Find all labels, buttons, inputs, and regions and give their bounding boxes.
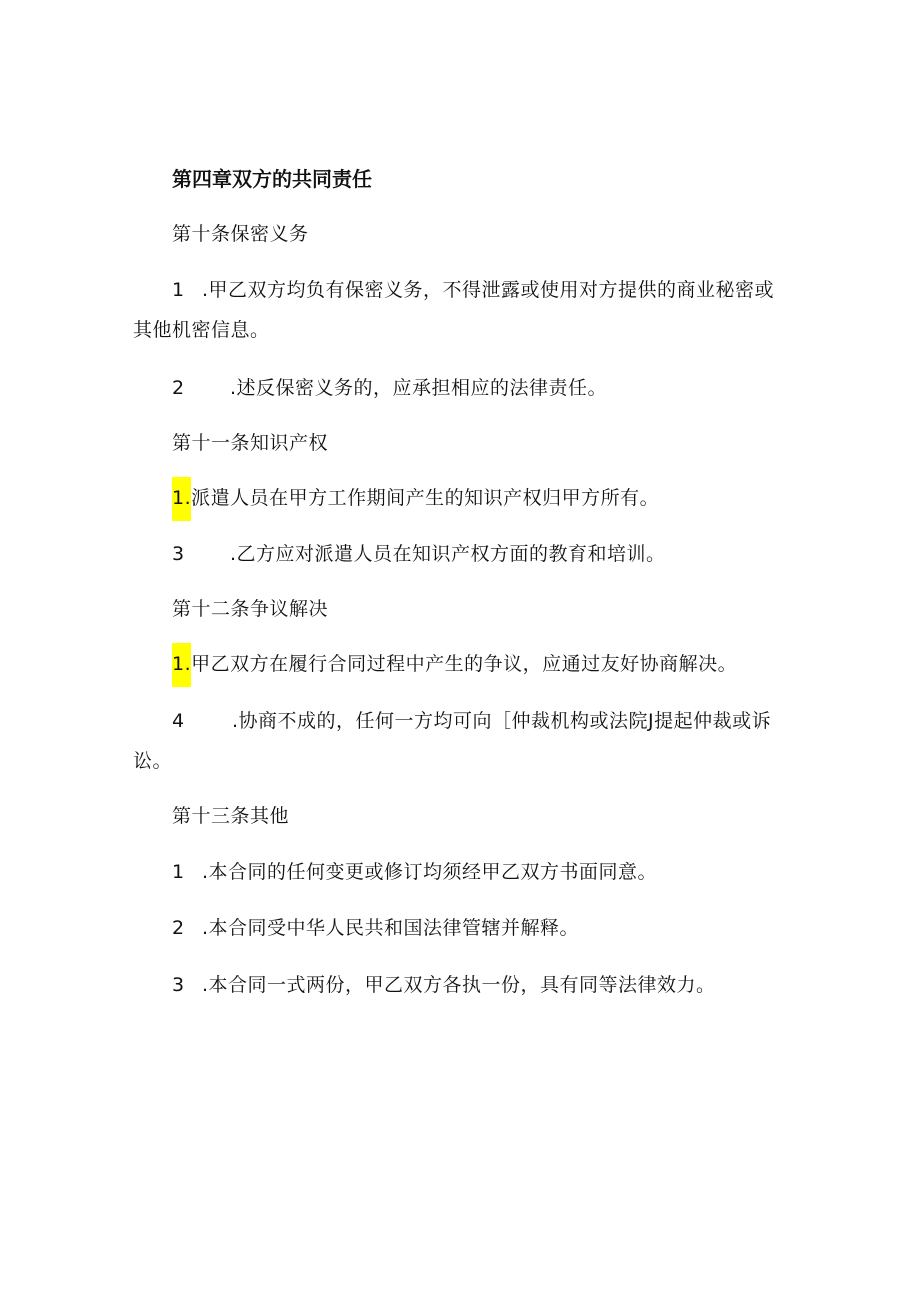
item-number: 3	[172, 974, 185, 996]
article-11-item-2	[172, 541, 666, 567]
highlighted-item-number: 1.	[172, 477, 191, 521]
item-text: .本合同一式两份，甲乙双方各执一份，具有同等法律效力。	[202, 974, 716, 996]
item-text: .乙方应对派遣人员在知识产权方面的教育和培训。	[230, 543, 666, 565]
item-number: 3	[172, 543, 185, 565]
item-number: 2	[172, 377, 185, 399]
article-12-item-1	[172, 651, 737, 677]
item-number: 2	[172, 917, 185, 939]
article-12-item-2-continuation: 讼。	[133, 750, 173, 772]
article-12-item-2	[172, 708, 771, 734]
article-10-item-1-continuation: 其他机密信息。	[133, 319, 270, 341]
item-text: .本合同的任何变更或修订均须经甲乙双方书面同意。	[202, 861, 658, 883]
article-13-item-2	[172, 915, 579, 941]
item-number: 1	[172, 861, 185, 883]
item-text: .述反保密义务的，应承担相应的法律责任。	[230, 377, 608, 399]
article-12-title: 第十二条争议解决	[172, 598, 329, 620]
highlighted-item-number: 1.	[172, 643, 191, 687]
article-13-item-1	[172, 859, 657, 885]
article-10-item-1	[172, 277, 774, 303]
article-11-item-1	[172, 485, 659, 511]
item-number: 4	[172, 710, 185, 732]
item-text: .协商不成的，任何一方均可向［仲裁机构或法院J提起仲裁或诉	[232, 710, 772, 732]
article-10-title: 第十条保密义务	[172, 223, 309, 245]
item-text: .本合同受中华人民共和国法律管辖并解释。	[202, 917, 580, 939]
item-number: 1	[172, 279, 185, 301]
item-text: 派遣人员在甲方工作期间产生的知识产权归甲方所有。	[191, 487, 660, 509]
item-text: 甲乙双方在履行合同过程中产生的争议，应通过友好协商解决。	[191, 653, 738, 675]
chapter-title: 第四章双方的共同责任	[172, 167, 372, 191]
article-13-item-3	[172, 972, 716, 998]
article-13-title: 第十三条其他	[172, 805, 290, 827]
item-text: .甲乙双方均负有保密义务，不得泄露或使用对方提供的商业秘密或	[202, 279, 775, 301]
article-11-title: 第十一条知识产权	[172, 432, 329, 454]
article-10-item-2	[172, 375, 607, 401]
